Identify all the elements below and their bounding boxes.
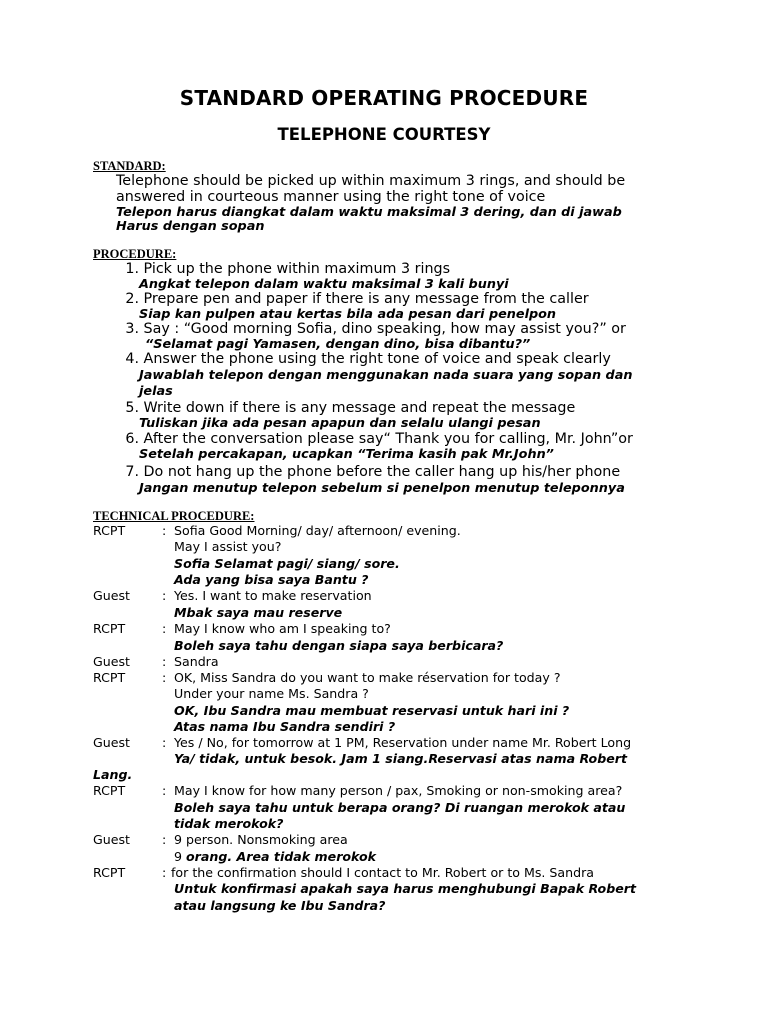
step-text-en: Pick up the phone within maximum 3 rings (143, 261, 451, 277)
dialogue-text-id: Sofia Selamat pagi/ siang/ sore. (174, 556, 400, 571)
dialogue-text-id: Boleh saya tahu untuk berapa orang? Di ruangan merokok atau (174, 800, 626, 815)
procedure-step (116, 351, 611, 367)
speaker-separator: : (162, 670, 167, 685)
dialogue-text-en: May I assist you? (174, 539, 282, 554)
speaker-label: RCPT (93, 621, 126, 636)
procedure-step (116, 321, 626, 337)
step-number: 6. (125, 431, 139, 447)
dialogue-text-id: OK, Ibu Sandra mau membuat reservasi untuk hari ini ? (174, 703, 570, 718)
dialogue-text-id: atau langsung ke Ibu Sandra? (174, 898, 386, 913)
speaker-separator: : (162, 654, 167, 669)
dialogue-text-en: May I know who am I speaking to? (174, 621, 391, 636)
step-number: 5. (125, 400, 139, 416)
step-text-en: Prepare pen and paper if there is any message from the caller (143, 291, 589, 307)
dialogue-text-en: 9 person. Nonsmoking area (174, 832, 348, 847)
speaker-label: Guest (93, 735, 130, 750)
speaker-label: RCPT (93, 865, 126, 880)
step-text-en: After the conversation please say“ Thank you for calling, Mr. John”or (143, 431, 633, 447)
dialogue-text-id: Lang. (93, 767, 133, 782)
step-text-id: “Selamat pagi Yamasen, dengan dino, bisa dibantu?” (145, 337, 531, 352)
speaker-label: RCPT (93, 670, 126, 685)
speaker-separator: : (162, 588, 167, 603)
dialogue-text-id: tidak merokok? (174, 816, 284, 831)
dialogue-text-id: Mbak saya mau reserve (174, 605, 343, 620)
step-number: 1. (125, 261, 139, 277)
step-text-en: Write down if there is any message and repeat the message (143, 400, 576, 416)
dialogue-text-en: Sandra (174, 654, 219, 669)
dialogue-text-en: OK, Miss Sandra do you want to make réservation for today ? (174, 670, 561, 685)
speaker-label: Guest (93, 832, 130, 847)
technical-procedure-heading: TECHNICAL PROCEDURE: (93, 509, 255, 523)
standard-text-en-2: answered in courteous manner using the right tone of voice (116, 189, 546, 205)
dialogue-text-en: Yes / No, for tomorrow at 1 PM, Reservation under name Mr. Robert Long (174, 735, 632, 750)
standard-text-en-1: Telephone should be picked up within maximum 3 rings, and should be (116, 173, 626, 189)
standard-text-id-1: Telepon harus diangkat dalam waktu maksimal 3 dering, dan di jawab (116, 205, 622, 220)
dialogue-text-en: May I know for how many person / pax, Smoking or non-smoking area? (174, 783, 623, 798)
step-text-id: Jangan menutup telepon sebelum si penelpon menutup teleponnya (139, 481, 625, 496)
speaker-label: Guest (93, 588, 130, 603)
procedure-step (116, 291, 589, 307)
dialogue-text-en: for the confirmation should I contact to Mr. Robert or to Ms. Sandra (171, 865, 595, 880)
step-text-en: Say : “Good morning Sofia, dino speaking, how may assist you?” or (143, 321, 626, 337)
dialogue-text-id: Boleh saya tahu dengan siapa saya berbicara? (174, 638, 504, 653)
step-number: 3. (125, 321, 139, 337)
standard-heading: STANDARD: (93, 159, 166, 173)
step-text-en: Do not hang up the phone before the caller hang up his/her phone (143, 464, 621, 480)
step-text-id: Angkat telepon dalam waktu maksimal 3 kali bunyi (139, 277, 509, 292)
step-text-id: Jawablah telepon dengan menggunakan nada suara yang sopan dan (139, 368, 633, 383)
step-text-id: Setelah percakapan, ucapkan “Terima kasih pak Mr.John” (139, 447, 554, 462)
dialogue-text-en: Under your name Ms. Sandra ? (174, 686, 369, 701)
standard-text-id-2: Harus dengan sopan (116, 219, 265, 234)
step-text-id-cont: jelas (139, 384, 173, 399)
speaker-label: RCPT (93, 523, 126, 538)
dialogue-text-id-part: orang. Area tidak merokok (186, 849, 377, 864)
procedure-step (116, 431, 633, 447)
dialogue-text-en: Sofia Good Morning/ day/ afternoon/ evening. (174, 523, 461, 538)
procedure-step (116, 464, 620, 480)
speaker-separator: : (162, 523, 167, 538)
speaker-label: Guest (93, 654, 130, 669)
step-text-id: Tuliskan jika ada pesan apapun dan selalu ulangi pesan (139, 416, 541, 431)
procedure-step (116, 400, 575, 416)
dialogue-text-id: Atas nama Ibu Sandra sendiri ? (174, 719, 396, 734)
speaker-separator: : (162, 783, 167, 798)
procedure-step (116, 261, 450, 277)
speaker-separator: : (162, 735, 167, 750)
step-text-en: Answer the phone using the right tone of voice and speak clearly (143, 351, 611, 367)
speaker-separator: : (162, 621, 167, 636)
step-number: 2. (125, 291, 139, 307)
dialogue-text-id: Ya/ tidak, untuk besok. Jam 1 siang.Reservasi atas nama Robert (174, 751, 627, 766)
dialogue-text-id: Ada yang bisa saya Bantu ? (174, 572, 369, 587)
step-number: 4. (125, 351, 139, 367)
dialogue-text-id (174, 849, 376, 865)
step-number: 7. (125, 464, 139, 480)
speaker-label: RCPT (93, 783, 126, 798)
document-subtitle: TELEPHONE COURTESY (277, 125, 491, 144)
procedure-heading: PROCEDURE: (93, 247, 177, 261)
document-title: STANDARD OPERATING PROCEDURE (179, 86, 589, 110)
speaker-separator: : (162, 865, 167, 880)
speaker-separator: : (162, 832, 167, 847)
dialogue-count: 9 (174, 849, 187, 864)
dialogue-text-id: Untuk konfirmasi apakah saya harus menghubungi Bapak Robert (174, 881, 636, 896)
dialogue-text-en: Yes. I want to make reservation (174, 588, 372, 603)
step-text-id: Siap kan pulpen atau kertas bila ada pesan dari penelpon (139, 307, 557, 322)
